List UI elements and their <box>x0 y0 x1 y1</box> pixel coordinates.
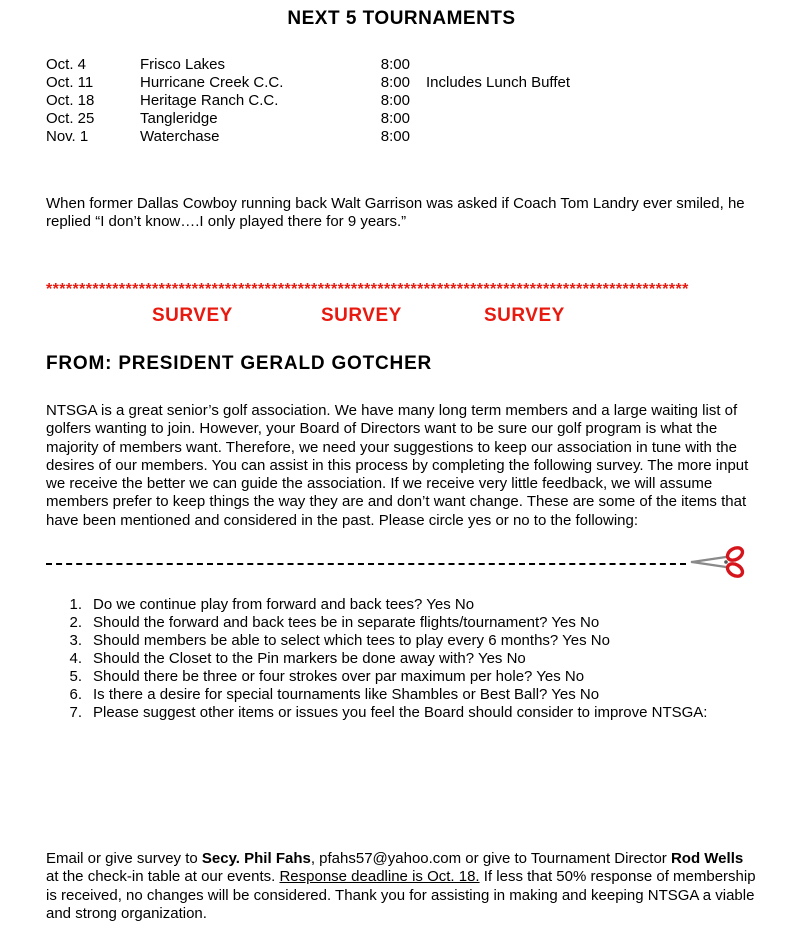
tournament-course: Tangleridge <box>140 110 218 127</box>
question-number: 3. <box>69 632 82 649</box>
cut-line <box>46 563 686 565</box>
asterisk-divider: ************************************************************************************************* <box>46 281 689 298</box>
tournament-note: Includes Lunch Buffet <box>426 74 570 91</box>
question-number: 6. <box>69 686 82 703</box>
intro-paragraph: NTSGA is a great senior’s golf association. We have many long term members and a large waiting list of golfers wanting to join. However, your Board of Directors want to be sure our golf program is what the majority of members want. Therefore, we need your suggestions to keep our association in tune with the desires of our members. You can assist in this process by completing the following survey. The more input we receive the better we can guide the association. If we receive very little feedback, we will assume members prefer to keep things the way they are and don’t want change. These are some of the items that have been mentioned and considered in the past. Please circle yes or no to the following: <box>46 402 749 529</box>
tournament-course: Hurricane Creek C.C. <box>140 74 284 91</box>
question-text: Should the Closet to the Pin markers be done away with? Yes No <box>93 650 526 667</box>
page-heading: NEXT 5 TOURNAMENTS <box>287 8 516 29</box>
question-text: Should members be able to select which tees to play every 6 months? Yes No <box>93 632 610 649</box>
tournament-date: Oct. 11 <box>46 74 94 91</box>
tournament-course: Heritage Ranch C.C. <box>140 92 279 109</box>
survey-question <box>0 632 803 650</box>
survey-label: SURVEY <box>152 305 233 326</box>
tournament-date: Oct. 4 <box>46 56 87 73</box>
survey-question <box>0 686 803 704</box>
tournament-time: 8:00 <box>380 74 410 91</box>
question-number: 2. <box>69 614 82 631</box>
tournament-date: Oct. 18 <box>46 92 95 109</box>
director-name: Rod Wells <box>670 850 744 867</box>
garrison-quote: When former Dallas Cowboy running back Walt Garrison was asked if Coach Tom Landry ever smiled, he replied “I don’t know….I only played there for 9 years.” <box>46 195 745 231</box>
tournament-course: Waterchase <box>140 128 220 145</box>
survey-question <box>0 650 803 668</box>
footer-text: at the check-in table at our events. <box>46 868 280 886</box>
survey-question <box>0 596 803 614</box>
tournament-row <box>0 74 803 92</box>
tournament-time: 8:00 <box>380 92 410 109</box>
tournament-time: 8:00 <box>380 110 410 127</box>
footer-instructions <box>46 850 758 923</box>
response-deadline: Response deadline is Oct. 18. <box>279 868 480 886</box>
question-text: Do we continue play from forward and back tees? Yes No <box>93 596 475 613</box>
footer-text: , pfahs57@yahoo.com or give to Tournament Director <box>310 850 671 867</box>
secretary-name: Secy. Phil Fahs <box>201 850 311 867</box>
tournament-row <box>0 110 803 128</box>
question-text: Is there a desire for special tournaments like Shambles or Best Ball? Yes No <box>93 686 600 703</box>
survey-question <box>0 668 803 686</box>
footer-text: Email or give survey to <box>46 850 202 867</box>
question-text: Should there be three or four strokes over par maximum per hole? Yes No <box>93 668 585 685</box>
footer-text: If less that 50% response of membership is received, no changes will be considered. Thank you for assisting in making and keeping NTSGA a viable and strong organization. <box>46 868 756 922</box>
tournament-course: Frisco Lakes <box>140 56 226 73</box>
question-text: Should the forward and back tees be in separate flights/tournament? Yes No <box>93 614 600 631</box>
tournament-date: Oct. 25 <box>46 110 95 127</box>
survey-question <box>0 614 803 632</box>
question-number: 4. <box>69 650 82 667</box>
survey-question <box>0 704 803 722</box>
scissors-icon <box>690 546 746 578</box>
survey-label: SURVEY <box>321 305 402 326</box>
question-text: Please suggest other items or issues you feel the Board should consider to improve NTSGA: <box>93 704 708 721</box>
survey-questions <box>0 596 803 722</box>
tournament-time: 8:00 <box>380 56 410 73</box>
tournament-time: 8:00 <box>380 128 410 145</box>
tournament-row <box>0 128 803 146</box>
tournament-row <box>0 56 803 74</box>
question-number: 1. <box>69 596 82 613</box>
tournament-row <box>0 92 803 110</box>
survey-label: SURVEY <box>484 305 565 326</box>
question-number: 5. <box>69 668 82 685</box>
from-heading: FROM: PRESIDENT GERALD GOTCHER <box>46 353 433 374</box>
tournament-date: Nov. 1 <box>46 128 89 145</box>
question-number: 7. <box>69 704 82 721</box>
